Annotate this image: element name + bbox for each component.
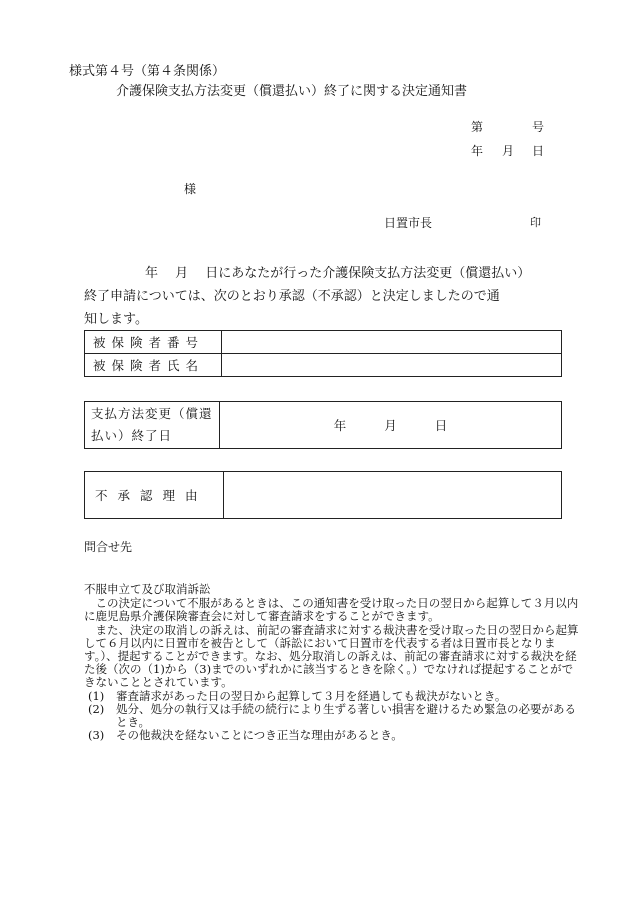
- table-row: [85, 472, 562, 519]
- appeal-item-text: その他裁決を経ないことにつき正当な理由があるとき。: [116, 728, 403, 743]
- intro-line-1: 年 月 日にあなたが行った介護保険支払方法変更（償還払い）: [145, 266, 531, 281]
- end-date-month: 月: [384, 418, 397, 433]
- issuer-name: 日置市長: [384, 216, 433, 230]
- intro-line-2: 終了申請については、次のとおり承認（不承認）と決定しましたので通: [84, 289, 500, 304]
- intro-text: [84, 262, 584, 331]
- list-item: [84, 703, 584, 729]
- insured-name-field[interactable]: [222, 354, 562, 377]
- appeal-item-number: (1): [88, 688, 105, 703]
- list-item: [84, 690, 584, 703]
- insured-name-label: 被保険者氏名: [85, 354, 222, 377]
- issue-date-day: 日: [532, 144, 545, 158]
- issue-date-year: 年: [471, 144, 484, 158]
- insured-person-table: [84, 330, 562, 377]
- number-prefix: 第: [471, 120, 484, 134]
- form-number: 様式第４号（第４条関係）: [69, 64, 226, 79]
- appeal-item-number: (3): [88, 728, 105, 743]
- appeal-paragraph-2: また、決定の取消しの訴えは、前記の審査請求に対する裁決書を受け取った日の翌日から起算して６月以内に日置市を被告として（訴訟において日置市を代表する者は日置市長となります。）、提起することができます。なお、処分取消しの訴えは、前記の審査請求に対する裁決を経た後（次の（1)から（3)までのいずれかに該当するときを除く。）でなければ提起することができないこととされています。: [84, 622, 579, 690]
- appeal-section: [84, 583, 584, 742]
- end-date-label: 支払方法変更（償還払い）終了日: [85, 402, 220, 449]
- insured-number-field[interactable]: [222, 331, 562, 354]
- end-date-year: 年: [333, 418, 347, 433]
- inquiry-label: 問合せ先: [84, 540, 133, 554]
- appeal-item-number: (2): [88, 701, 105, 716]
- end-date-table: [84, 401, 562, 449]
- number-suffix: 号: [532, 120, 545, 134]
- recipient-honorific: 様: [184, 182, 197, 196]
- insured-number-label: 被保険者番号: [85, 331, 222, 354]
- table-row: [85, 331, 562, 354]
- rejection-reason-label: 不承認理由: [85, 472, 224, 519]
- appeal-heading: 不服申立て及び取消訴訟: [84, 582, 211, 596]
- appeal-item-text: 処分、処分の執行又は手続の続行により生ずる著しい損害を避けるため緊急の必要があるとき。: [116, 701, 576, 730]
- intro-line-3: 知します。: [84, 312, 148, 327]
- document-title: 介護保険支払方法変更（償還払い）終了に関する決定通知書: [116, 84, 468, 99]
- rejection-reason-field[interactable]: [224, 472, 562, 519]
- table-row: [85, 354, 562, 377]
- list-item: [84, 729, 584, 742]
- end-date-day: 日: [434, 418, 448, 433]
- rejection-reason-table: [84, 471, 562, 519]
- table-row: [85, 402, 562, 449]
- end-date-field[interactable]: [220, 402, 562, 449]
- appeal-item-text: 審査請求があった日の翌日から起算して３月を経過しても裁決がないとき。: [116, 688, 507, 703]
- appeal-paragraph-1: この決定について不服があるときは、この通知書を受け取った日の翌日から起算して３月以内に鹿児島県介護保険審査会に対して審査請求をすることができます。: [84, 596, 579, 624]
- issue-date-month: 月: [502, 144, 515, 158]
- seal-mark: 印: [530, 216, 541, 229]
